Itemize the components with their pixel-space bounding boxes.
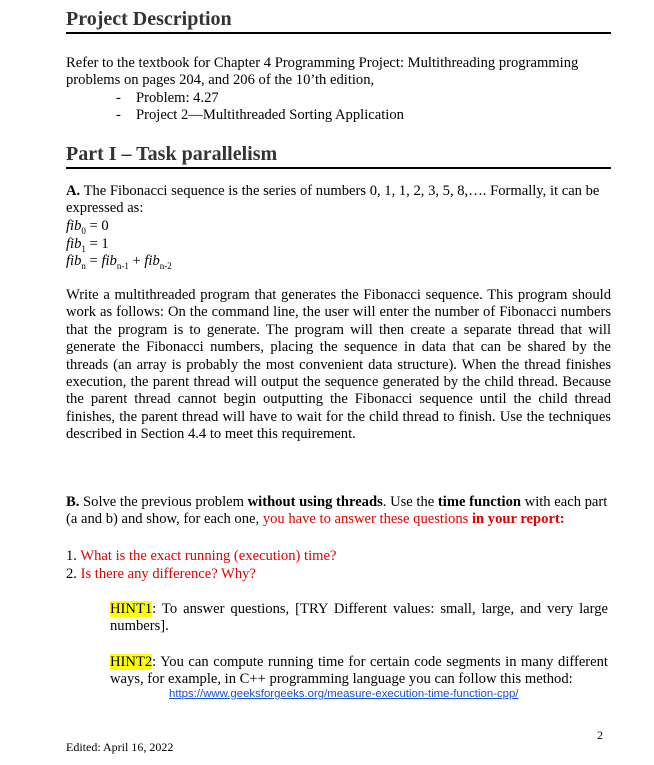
bullet-text: Project 2—Multithreaded Sorting Application (136, 107, 404, 123)
intro-line-1: Refer to the textbook for Chapter 4 Programming Project: Multithreading programming (66, 55, 579, 71)
question-2: 2. Is there any difference? Why? (66, 566, 256, 582)
bullet-item-2 (116, 107, 404, 124)
part-b-text: B. Solve the previous problem without using threads. Use the time function with each part (a and b) and show, for each one, you have to answer these questions in your report: (66, 494, 608, 528)
part-a-paragraph: Write a multithreaded program that generates the Fibonacci sequence. This program should work as follows: On the command line, the user will enter the number of Fibonacci numbers that the program is to generate. The program will then create a separate thread that will generate the Fibonacci numbers, placing the sequence in data that can be shared by the threads (an array is probably the most convenient data structure). When the thread finishes execution, the parent thread will output the sequence generated by the child thread. Because the parent thread cannot begin outputting the Fibonacci sequence until the child thread finishes, the parent thread will have to wait for the child thread to finish. Use the techniques described in Section 4.4 to meet this requirement. (66, 287, 611, 443)
bullet-marker: - (116, 90, 121, 106)
bullet-marker: - (116, 107, 121, 123)
formula-fib1: fib$_1$ = 1 (66, 236, 109, 254)
intro-line-2: problems on pages 204, and 206 of the 10’th edition, (66, 72, 375, 89)
hint-1-label: HINT1 (110, 601, 153, 617)
page-number: 2 (597, 728, 603, 742)
hint-2: HINT2: You can compute running time for certain code segments in many different ways, for example, in C++ programming language you can follow this method: (110, 654, 608, 687)
page-title: Project Description (66, 9, 611, 34)
intro-text (66, 55, 611, 90)
footer-edited-date: Edited: April 16, 2022 (66, 740, 174, 754)
part-a-intro (66, 183, 611, 218)
part-a-text: The Fibonacci sequence is the series of numbers 0, 1, 1, 2, 3, 5, 8,…. Formally, it can be expressed as: (66, 183, 600, 217)
part-a-label: A. (66, 183, 81, 199)
bullet-text: Problem: 4.27 (136, 90, 219, 106)
hint-2-label: HINT2 (110, 654, 153, 670)
hint-1: HINT1: To answer questions, [TRY Different values: small, large, and very large numbers]. (110, 601, 608, 634)
part-b-label: B. (66, 494, 80, 510)
bullet-item-1 (116, 90, 219, 107)
reference-link[interactable]: https://www.geeksforgeeks.org/measure-execution-time-function-cpp/ (169, 688, 519, 700)
formula-fibn: fib$_n$ = fib$_{n-1}$ + fib$_{n-2}$ (66, 253, 172, 271)
question-1: 1. What is the exact running (execution) time? (66, 548, 337, 564)
section-heading-part1: Part I – Task parallelism (66, 144, 611, 169)
formula-fib0: fib$_0$ = 0 (66, 218, 109, 236)
